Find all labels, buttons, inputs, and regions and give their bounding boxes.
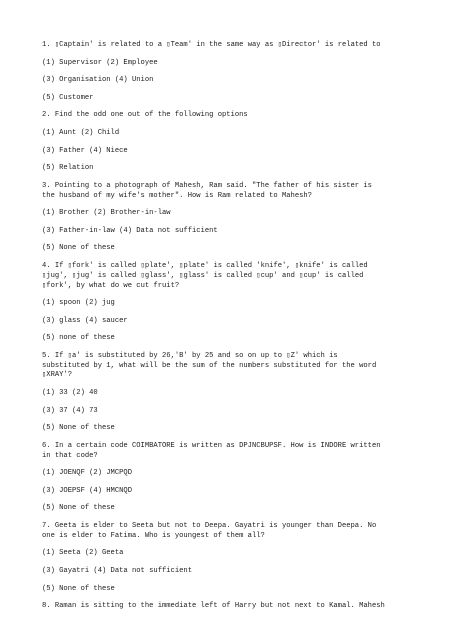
option-line: (5) None of these [42, 244, 115, 253]
option-line: (5) None of these [42, 584, 115, 593]
option-line: (5) None of these [42, 424, 115, 433]
option-line: (3) glass (4) saucer [42, 316, 128, 325]
option-line: (1) spoon (2) jug [42, 299, 115, 308]
option-line: (3) Gayatri (4) Data not sufficient [42, 567, 192, 576]
option-line: (5) None of these [42, 504, 115, 513]
option-line: (1) Aunt (2) Child [42, 128, 120, 137]
question-7: 7. Geeta is elder to Seeta but not to Deepa. Gayatri is younger than Deepa. No one is elder to Fatima. Who is youngest of them all? [42, 522, 377, 540]
question-2: 2. Find the odd one out of the following options [42, 111, 248, 120]
option-line: (5) Relation [42, 164, 94, 173]
option-line: (3) Father-in-law (4) Data not sufficient [42, 226, 218, 235]
option-line: (5) none of these [42, 334, 115, 343]
option-line: (1) Supervisor (2) Employee [42, 58, 158, 67]
option-line: (1) Brother (2) Brother-in-law [42, 209, 171, 218]
option-line: (1) JOENQF (2) JMCPQD [42, 469, 132, 478]
question-6: 6. In a certain code COIMBATORE is written as DPJNCBUPSF. How is INDORE written in that code? [42, 441, 381, 460]
question-4: 4. If ▯fork' is called ▯plate', ▯plate' is called 'knife', ▯knife' is called ▯jug', ▯jug' is called ▯glass', ▯glass' is called ▯cup' and ▯cup' is called ▯fork', by what do we cut fruit? [42, 261, 368, 290]
question-5: 5. If ▯a' is substituted by 26,'B' by 25 and so on up to ▯Z' which is substituted by 1, what will be the sum of the numbers substituted for the word ▯XRAY'? [42, 351, 377, 380]
question-3: 3. Pointing to a photograph of Mahesh, Ram said. "The father of his sister is the husband of my wife's mother". How is Ram related to Mahesh? [42, 181, 372, 200]
option-line: (1) 33 (2) 40 [42, 389, 98, 398]
option-line: (3) Organisation (4) Union [42, 76, 154, 85]
option-line: (3) 37 (4) 73 [42, 406, 98, 415]
option-line: (5) Customer [42, 93, 94, 102]
question-8: 8. Raman is sitting to the immediate left of Harry but not next to Kamal. Mahesh [42, 602, 385, 611]
option-line: (1) Seeta (2) Geeta [42, 549, 124, 558]
question-1: 1. ▯Captain' is related to a ▯Team' in the same way as ▯Director' is related to [42, 41, 381, 49]
option-line: (3) Father (4) Niece [42, 146, 128, 155]
document-body [42, 41, 414, 620]
option-line: (3) JOEPSF (4) HMCNQD [42, 486, 132, 495]
